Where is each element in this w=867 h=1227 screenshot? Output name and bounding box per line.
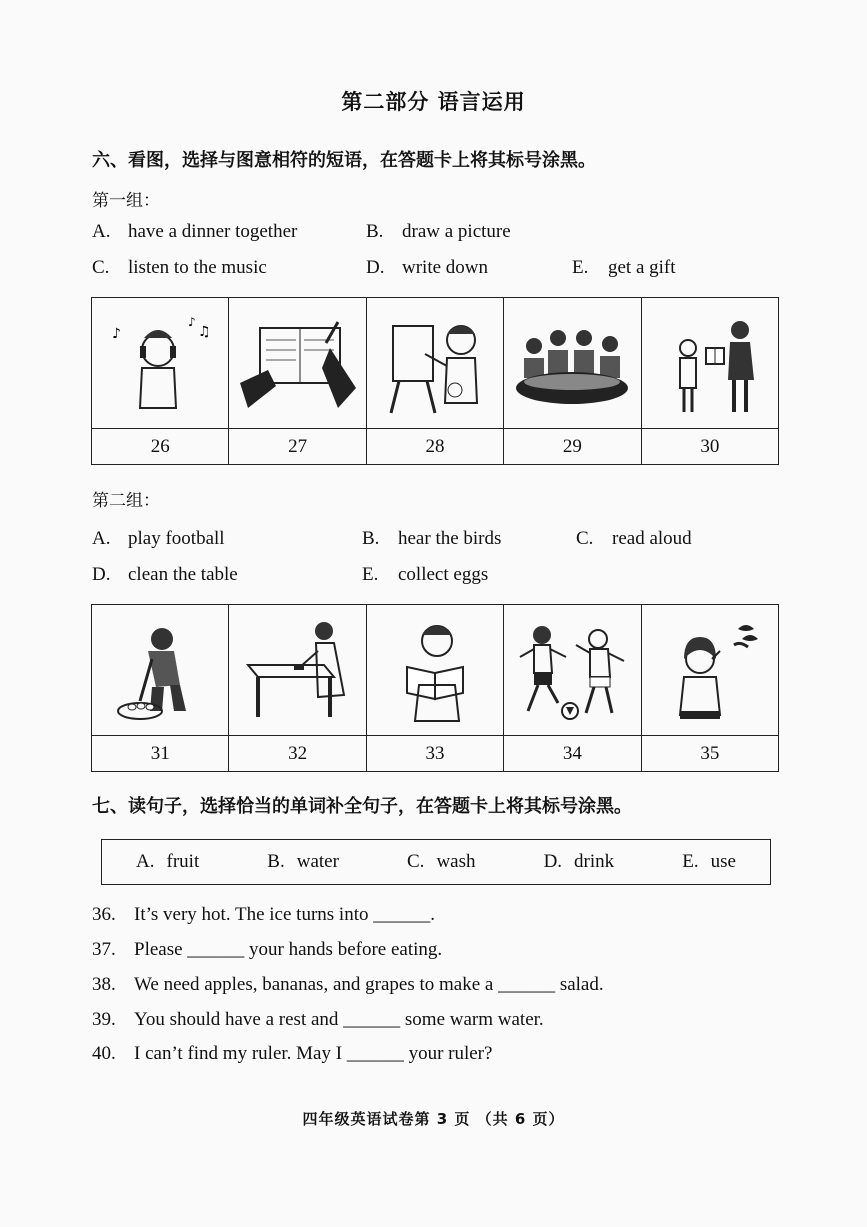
question-number-29: 29 <box>562 435 582 457</box>
word-option-c: C. wash <box>407 851 476 872</box>
question-number-31: 31 <box>150 742 170 764</box>
sentence-38: 38. We need apples, bananas, and grapes to make a ______ salad. <box>92 974 604 995</box>
reading-boy-icon <box>367 605 504 735</box>
group2-option-b: B. hear the birds <box>362 528 502 549</box>
group2-option-c: C. read aloud <box>576 528 692 549</box>
word-option-d: D. drink <box>543 851 615 872</box>
football-players-icon <box>504 605 641 735</box>
sentence-40: 40. I can’t find my ruler. May I ______ your ruler? <box>92 1043 493 1064</box>
group1-option-d: D. write down <box>366 257 489 278</box>
question-number-35: 35 <box>700 742 720 764</box>
svg-text:♪: ♪ <box>188 315 196 329</box>
page-title: 第二部分 语言运用 <box>341 90 526 114</box>
svg-text:♪: ♪ <box>112 326 122 342</box>
group2-option-d: D. clean the table <box>92 564 238 585</box>
word-bank <box>101 839 771 885</box>
group1-option-b: B. draw a picture <box>366 221 511 242</box>
sentence-39: 39. You should have a rest and ______ some warm water. <box>92 1009 544 1030</box>
family-dinner-icon <box>504 298 641 428</box>
page-footer: 四年级英语试卷第 3 页 （共 6 页） <box>302 1110 565 1128</box>
sentence-37: 37. Please ______ your hands before eating. <box>92 939 443 960</box>
question-number-27: 27 <box>288 435 308 457</box>
cleaning-table-icon <box>229 605 366 735</box>
word-option-b: B. water <box>267 851 339 872</box>
question-number-30: 30 <box>700 435 720 457</box>
question-number-28: 28 <box>425 435 445 457</box>
group1-label: 第一组： <box>92 191 160 211</box>
svg-text:♫: ♫ <box>198 324 211 340</box>
listening-music-icon <box>92 298 229 428</box>
question-number-33: 33 <box>425 742 445 764</box>
group1-option-c: C. listen to the music <box>92 257 267 278</box>
group2-option-a: A. play football <box>92 528 225 549</box>
group2-option-e: E. collect eggs <box>362 564 489 585</box>
question-number-26: 26 <box>150 435 170 457</box>
girl-hearing-birds-icon <box>642 605 778 735</box>
drawing-boy-icon <box>367 298 504 428</box>
group2-picture-grid <box>91 604 779 772</box>
question-number-34: 34 <box>562 742 582 764</box>
collecting-eggs-icon <box>92 605 229 735</box>
group1-option-e: E. get a gift <box>572 257 676 278</box>
section6-heading: 六、看图，选择与图意相符的短语，在答题卡上将其标号涂黑。 <box>92 150 596 171</box>
group1-option-a: A. have a dinner together <box>92 221 298 242</box>
sentence-36: 36. It’s very hot. The ice turns into ______. <box>92 904 435 925</box>
group1-picture-grid <box>91 297 779 465</box>
question-number-32: 32 <box>288 742 308 764</box>
word-option-a: A. fruit <box>136 851 200 872</box>
group2-label: 第二组： <box>92 491 160 511</box>
writing-hand-icon <box>229 298 366 428</box>
section7-heading: 七、读句子，选择恰当的单词补全句子，在答题卡上将其标号涂黑。 <box>92 796 632 817</box>
word-option-e: E. use <box>682 851 736 872</box>
gift-giving-icon <box>642 298 778 428</box>
